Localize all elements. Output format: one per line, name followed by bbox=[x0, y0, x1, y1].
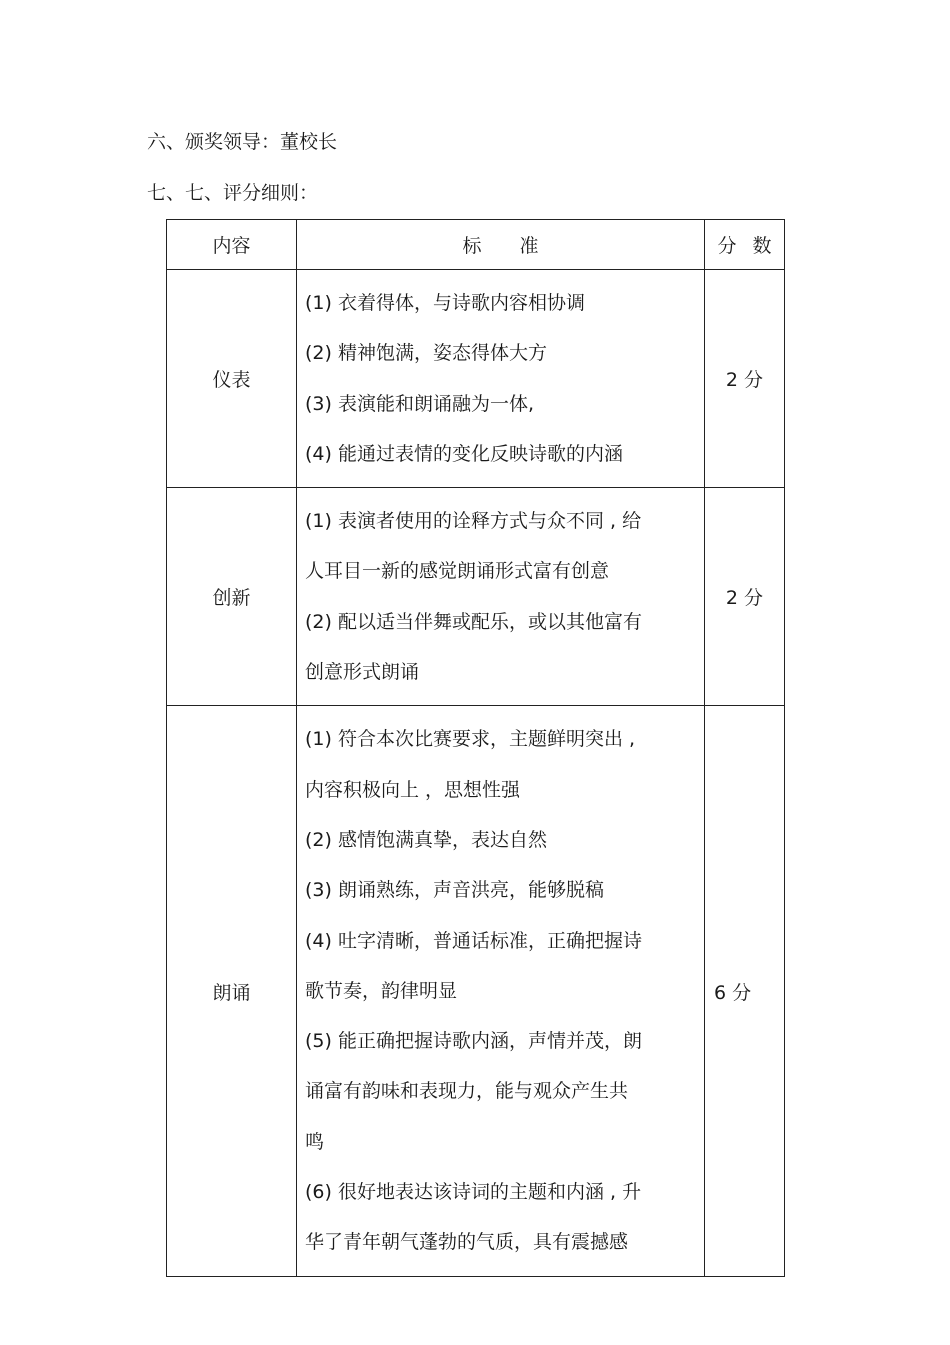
criteria-line: 歌节奏，韵律明显 bbox=[305, 979, 458, 1002]
score-cell: 2 分 bbox=[705, 488, 785, 706]
criteria-line: (1) 符合本次比赛要求，主题鲜明突出 , bbox=[305, 728, 636, 751]
criteria-line: 诵富有韵味和表现力，能与观众产生共 bbox=[305, 1080, 629, 1103]
scoring-rules-heading: 七、七、评分细则： bbox=[147, 182, 319, 204]
header-content: 内容 bbox=[167, 220, 297, 270]
criteria-line: 人耳目一新的感觉朗诵形式富有创意 bbox=[305, 560, 610, 583]
score-cell: 2 分 bbox=[705, 270, 785, 488]
table-row bbox=[167, 270, 785, 488]
criteria-line: (2) 感情饱满真挚，表达自然 bbox=[305, 828, 547, 851]
table-header-row bbox=[167, 220, 785, 270]
header-standard: 标准 bbox=[297, 220, 705, 270]
criteria-line: (1) 衣着得体，与诗歌内容相协调 bbox=[305, 292, 585, 314]
criteria-cell bbox=[297, 270, 705, 488]
criteria-line: 华了青年朝气蓬勃的气质，具有震撼感 bbox=[305, 1231, 629, 1254]
header-score: 分数 bbox=[705, 220, 785, 270]
category-cell: 创新 bbox=[167, 488, 297, 706]
award-presenter-line: 六、颁奖领导：董校长 bbox=[147, 131, 338, 153]
criteria-line: (3) 朗诵熟练，声音洪亮，能够脱稿 bbox=[305, 879, 604, 902]
criteria-line: (6) 很好地表达该诗词的主题和内涵 , 升 bbox=[305, 1181, 642, 1204]
criteria-line: (5) 能正确把握诗歌内涵，声情并茂，朗 bbox=[305, 1030, 642, 1053]
score-cell: 6 分 bbox=[705, 706, 785, 1276]
criteria-line: 鸣 bbox=[305, 1130, 325, 1153]
category-cell: 朗诵 bbox=[167, 706, 297, 1276]
scoring-rubric-table bbox=[166, 219, 788, 1277]
criteria-line: (3) 表演能和朗诵融为一体, bbox=[305, 392, 534, 415]
table-row bbox=[167, 706, 785, 1276]
criteria-line: 内容积极向上 ，思想性强 bbox=[305, 778, 521, 801]
criteria-cell bbox=[297, 488, 705, 706]
criteria-line: (4) 吐字清晰，普通话标准，正确把握诗 bbox=[305, 929, 642, 952]
criteria-line: (4) 能通过表情的变化反映诗歌的内涵 bbox=[305, 442, 623, 465]
category-cell: 仪表 bbox=[167, 270, 297, 488]
criteria-line: 创意形式朗诵 bbox=[305, 661, 420, 684]
criteria-line: (2) 精神饱满，姿态得体大方 bbox=[305, 342, 547, 365]
criteria-line: (1) 表演者使用的诠释方式与众不同 , 给 bbox=[305, 510, 642, 533]
criteria-cell bbox=[297, 706, 705, 1276]
table-row bbox=[167, 488, 785, 706]
criteria-line: (2) 配以适当伴舞或配乐，或以其他富有 bbox=[305, 610, 642, 633]
